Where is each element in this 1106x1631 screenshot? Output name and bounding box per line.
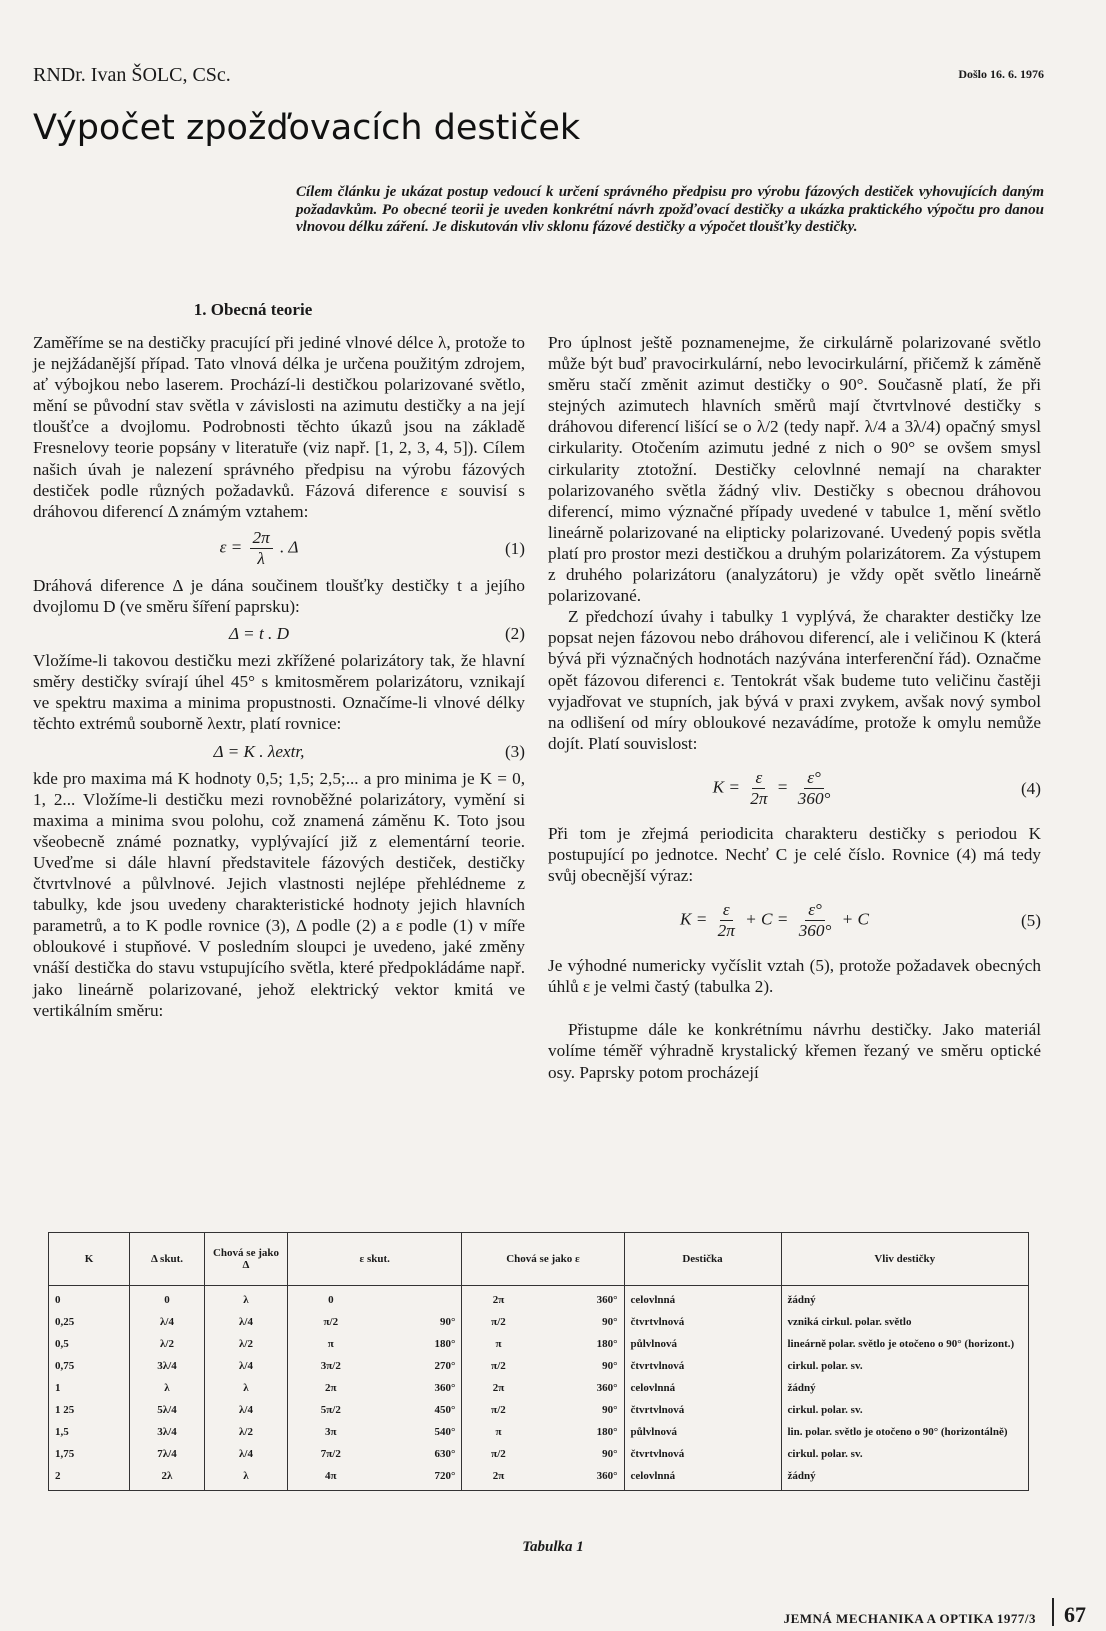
denominator: 360°: [798, 921, 832, 941]
denominator: 360°: [797, 788, 831, 808]
table-row: [49, 1468, 1029, 1491]
table-cell: 90°: [440, 1316, 456, 1328]
equation-4: [548, 768, 1041, 809]
table-row: [49, 1380, 1029, 1402]
table-cell: 180°: [596, 1426, 618, 1438]
table-cell: 90°: [602, 1316, 618, 1328]
table-cell: π/2: [462, 1314, 535, 1336]
numerator: ε: [720, 900, 733, 921]
table-cell: 720°: [434, 1470, 456, 1482]
table-cell: půlvlnová: [624, 1424, 781, 1446]
paragraph: kde pro maxima má K hodnoty 0,5; 1,5; 2,5;... a pro minima je K = 0, 1, 2... Vložíme-li destičku mezi rovnoběžné polarizátory, vymění si maxima a minima svou polohu, což znamená záměnu K. Toto jsou všeobecně známé poznatky, vyplývající již z elementární teorie. Uveďme si dále hlavní představitele fázových destiček, destičky čtvrtvlnové a půlvlnové. Jejich vlastnosti nejlépe přehlédneme z tabulky, kde jsou uvedeny charakteristické hodnoty jejich hlavních parametrů, a to K podle rovnice (3), Δ podle (2) a ε podle (1) v míře obloukové i stupňové. V posledním sloupci je uvedeno, jaké změny vnáší destička do stavu vstupujícího světla, které předpokládáme např. jako lineárně polarizované, jehož elektrický vektor kmitá ve vertikálním směru:: [33, 768, 525, 1020]
table-cell: π/2: [462, 1402, 535, 1424]
table-cell: 3λ/4: [130, 1358, 205, 1380]
table-cell: 0: [130, 1286, 205, 1315]
denominator: 2π: [750, 788, 768, 808]
table-cell: 7λ/4: [130, 1446, 205, 1468]
fraction: [250, 528, 273, 569]
equation-number: (2): [504, 624, 525, 644]
eq-lhs: K =: [712, 777, 740, 797]
table-cell: 2π: [462, 1468, 535, 1491]
eq-rhs: + C: [841, 909, 870, 929]
table-cell: λ: [205, 1286, 288, 1315]
table-row: [49, 1336, 1029, 1358]
table-cell: λ: [205, 1468, 288, 1491]
table-cell: žádný: [781, 1468, 1029, 1491]
table-row: [49, 1402, 1029, 1424]
equation-number: (5): [1020, 911, 1041, 931]
table-row: [49, 1424, 1029, 1446]
table-cell: 90°: [602, 1360, 618, 1372]
table-cell: π/2: [462, 1358, 535, 1380]
table-cell: čtvrtvlnová: [624, 1446, 781, 1468]
table-header: Destička: [624, 1233, 781, 1286]
table-cell: 1,5: [55, 1426, 69, 1438]
table-header: Vliv destičky: [781, 1233, 1029, 1286]
author-name: RNDr. Ivan ŠOLC, CSc.: [33, 64, 231, 86]
table-cell: λ: [205, 1380, 288, 1402]
table-cell: 450°: [434, 1404, 456, 1416]
equation-number: (1): [504, 538, 525, 558]
eq-equals: =: [777, 777, 788, 797]
paragraph: Pro úplnost ještě poznamenejme, že cirkulárně polarizované světlo může být buď pravocirkulární, nebo levocirkulární, přičemž k záměně směru stačí změnit azimut destičky o 90°. Současně platí, že při stejných azimutech hlavních směrů mají čtvrtvlnové destičky s dráhovou diferencí lišící se o λ/2 (tedy např. λ/4 a 3λ/4) opačný smysl cirkularity. Otočením azimutu jedné z nich o 90° se ovšem smysl cirkularity ztotožní. Destičky celovlnné nemají na charakter polarizovaného světla žádný vliv. Destičky s obecnou dráhovou diferencí, mimo význačné případy uvedené v tabulce 1, mění světlo lineárně polarizované na elipticky polarizované. Uvedený popis světla platí pro prostor mezi destičkou a druhým polarizátorem. Za výstupem z druhého polarizátoru (analyzátoru) je vždy opět světlo lineárně polarizované.: [548, 333, 1041, 606]
paragraph: Při tom je zřejmá periodicita charakteru destičky s periodou K postupující po jednotce. Nechť C je celé číslo. Rovnice (4) má tedy svůj obecnější výraz:: [548, 823, 1041, 886]
table-header: Chová se jako ε: [462, 1233, 624, 1286]
table-cell: 180°: [434, 1338, 456, 1350]
equation-number: (4): [1020, 778, 1041, 798]
abstract: Cílem článku je ukázat postup vedoucí k určení správného předpisu pro výrobu fázových destiček vyhovujících daným požadavkům. Po obecné teorii je uveden konkrétní návrh zpožďovací destičky a ukázka praktického výpočtu pro danou vlnovou délku záření. Je diskutován vliv sklonu fázové destičky a výpočet tloušťky destičky.: [296, 184, 1044, 235]
table-cell: 90°: [602, 1404, 618, 1416]
table-cell: π: [288, 1336, 374, 1358]
table-cell: 1: [55, 1382, 61, 1394]
table-cell: 3λ/4: [130, 1424, 205, 1446]
fraction: [747, 768, 770, 809]
page-number: 67: [1064, 1602, 1086, 1627]
table-cell: 360°: [596, 1470, 618, 1482]
table-cell: žádný: [781, 1286, 1029, 1315]
table-cell: celovlnná: [624, 1380, 781, 1402]
journal-footer: JEMNÁ MECHANIKA A OPTIKA 1977/3: [783, 1611, 1036, 1626]
table-cell: 7π/2: [288, 1446, 374, 1468]
table-cell: 3π/2: [288, 1358, 374, 1380]
table-cell: čtvrtvlnová: [624, 1314, 781, 1336]
table-cell: 1 25: [55, 1404, 75, 1416]
table-cell: 2π: [288, 1380, 374, 1402]
table-cell: čtvrtvlnová: [624, 1402, 781, 1424]
numerator: ε°: [805, 900, 825, 921]
table-cell: 2π: [462, 1380, 535, 1402]
table-cell: 4π: [288, 1468, 374, 1491]
table-cell: celovlnná: [624, 1468, 781, 1491]
table-cell: [374, 1286, 462, 1315]
table-cell: 0,25: [55, 1316, 75, 1328]
table-header: Chová se jako Δ: [205, 1233, 288, 1286]
received-date: Došlo 16. 6. 1976: [958, 67, 1044, 81]
equation-3: [33, 741, 525, 762]
table-cell: lin. polar. světlo je otočeno o 90° (horizontálně): [781, 1424, 1029, 1446]
table-cell: λ/2: [205, 1424, 288, 1446]
table-cell: π: [462, 1336, 535, 1358]
eq-mid: + C =: [745, 909, 789, 929]
table-cell: 2: [55, 1470, 61, 1482]
paragraph: Vložíme-li takovou destičku mezi zkřížené polarizátory tak, že hlavní směry destičky svírají úhel 45° s kmitosměrem polarizátoru, vznikají ve spektru maxima a minima propustnosti. Označíme-li vlnové délky těchto extrémů souborně λextr, platí rovnice:: [33, 651, 525, 734]
denominator: λ: [257, 548, 265, 568]
table-cell: čtvrtvlnová: [624, 1358, 781, 1380]
paragraph: Přistupme dále ke konkrétnímu návrhu destičky. Jako materiál volíme téměř výhradně krystalický křemen řezaný ve směru optické osy. Paprsky potom procházejí: [548, 1020, 1041, 1082]
table-cell: 270°: [434, 1360, 456, 1372]
eq-lhs: K =: [679, 909, 708, 929]
fraction: [715, 900, 738, 941]
table-row: [49, 1314, 1029, 1336]
table-cell: λ/4: [205, 1402, 288, 1424]
eq-body: Δ = t . D: [228, 624, 290, 644]
table-cell: cirkul. polar. sv.: [781, 1446, 1029, 1468]
table-cell: λ/2: [205, 1336, 288, 1358]
equation-2: [33, 623, 525, 644]
table-cell: 360°: [596, 1294, 618, 1306]
table-cell: 3π: [288, 1424, 374, 1446]
footer-divider: [1052, 1598, 1054, 1626]
table-header: Δ skut.: [130, 1233, 205, 1286]
table-cell: vzniká cirkul. polar. světlo: [781, 1314, 1029, 1336]
table-cell: 0: [55, 1294, 61, 1306]
table-cell: π/2: [288, 1314, 374, 1336]
table-cell: 5λ/4: [130, 1402, 205, 1424]
table-row: [49, 1358, 1029, 1380]
table-cell: 2λ: [130, 1468, 205, 1491]
table-cell: žádný: [781, 1380, 1029, 1402]
section-heading: 1. Obecná teorie: [193, 300, 313, 319]
fraction: [796, 900, 835, 941]
equation-5: [548, 900, 1041, 941]
numerator: ε°: [804, 768, 824, 789]
table-1: [48, 1232, 1029, 1491]
paragraph: Zaměříme se na destičky pracující při jediné vlnové délce λ, protože to je nejžádanější případ. Tato vlnová délka je určena použitým zdrojem, ať výbojkou nebo laserem. Prochází-li destičkou polarizované světlo, mění se původní stav světla v závislosti na azimutu destičky a na její tloušťce a dvojlomu. Podrobnosti těchto úkazů jsou na základě Fresnelovy teorie popsány v literatuře (viz např. [1, 2, 3, 4, 5]). Cílem našich úvah je nalezení správného předpisu na výrobu fázových destiček podle různých požadavků. Fázová diference ε souvisí s dráhovou diferencí Δ známým vztahem:: [33, 333, 525, 521]
table-cell: λ/4: [130, 1314, 205, 1336]
table-cell: cirkul. polar. sv.: [781, 1358, 1029, 1380]
left-column: [33, 332, 525, 1021]
numerator: ε: [752, 768, 765, 789]
table-cell: π/2: [462, 1446, 535, 1468]
table-cell: λ/4: [205, 1314, 288, 1336]
paragraph: Z předchozí úvahy i tabulky 1 vyplývá, že charakter destičky lze popsat nejen fázovou nebo dráhovou diferencí, ale i veličinou K (která bývá při význačných hodnotách nazývána interferenční řád). Označme opět fázovou diferenci ε. Tentokrát však budeme tuto veličinu častěji vyjadřovat ve stupních, jak bývá v praxi zvykem, avšak nový symbol na odlišení od míry obloukové nezavádíme, protože k omylu nemůže dojít. Platí souvislost:: [548, 607, 1041, 753]
eq-rhs: . Δ: [280, 537, 299, 557]
table-row: [49, 1446, 1029, 1468]
eq-body: Δ = K . λextr,: [213, 741, 305, 761]
table-cell: π: [462, 1424, 535, 1446]
table-cell: λ: [130, 1380, 205, 1402]
table-cell: půlvlnová: [624, 1336, 781, 1358]
table-cell: 180°: [596, 1338, 618, 1350]
table-cell: 540°: [434, 1426, 456, 1438]
table-cell: 360°: [596, 1382, 618, 1394]
paragraph: Je výhodné numericky vyčíslit vztah (5), protože požadavek obecných úhlů ε je velmi častý (tabulka 2).: [548, 956, 1041, 997]
equation-1: [33, 528, 525, 569]
table-cell: 0: [288, 1286, 374, 1315]
paragraph: Dráhová diference Δ je dána součinem tloušťky destičky t a jejího dvojlomu D (ve směru šíření paprsku):: [33, 575, 525, 616]
numerator: 2π: [250, 528, 273, 549]
table-cell: celovlnná: [624, 1286, 781, 1315]
fraction: [795, 768, 834, 809]
table-cell: cirkul. polar. sv.: [781, 1402, 1029, 1424]
table-cell: 360°: [434, 1382, 456, 1394]
article-title: Výpočet zpožďovacích destiček: [33, 108, 581, 148]
table-cell: λ/4: [205, 1358, 288, 1380]
equation-number: (3): [504, 741, 525, 761]
table-cell: 1,75: [55, 1448, 75, 1460]
table-cell: 5π/2: [288, 1402, 374, 1424]
eq-lhs: ε =: [219, 537, 243, 557]
table-cell: 630°: [434, 1448, 456, 1460]
denominator: 2π: [717, 921, 735, 941]
table-cell: 2π: [462, 1286, 535, 1315]
table-row: [49, 1286, 1029, 1315]
table-body: [49, 1286, 1029, 1491]
table-cell: λ/4: [205, 1446, 288, 1468]
right-column: [548, 332, 1041, 1083]
table-cell: 0,5: [55, 1338, 69, 1350]
table-cell: lineárně polar. světlo je otočeno o 90° (horizont.): [781, 1336, 1029, 1358]
table-caption: Tabulka 1: [522, 1539, 584, 1555]
table-cell: 0,75: [55, 1360, 75, 1372]
table-cell: λ/2: [130, 1336, 205, 1358]
table-header: ε skut.: [288, 1233, 462, 1286]
table-cell: 90°: [602, 1448, 618, 1460]
table-header: K: [49, 1233, 130, 1286]
